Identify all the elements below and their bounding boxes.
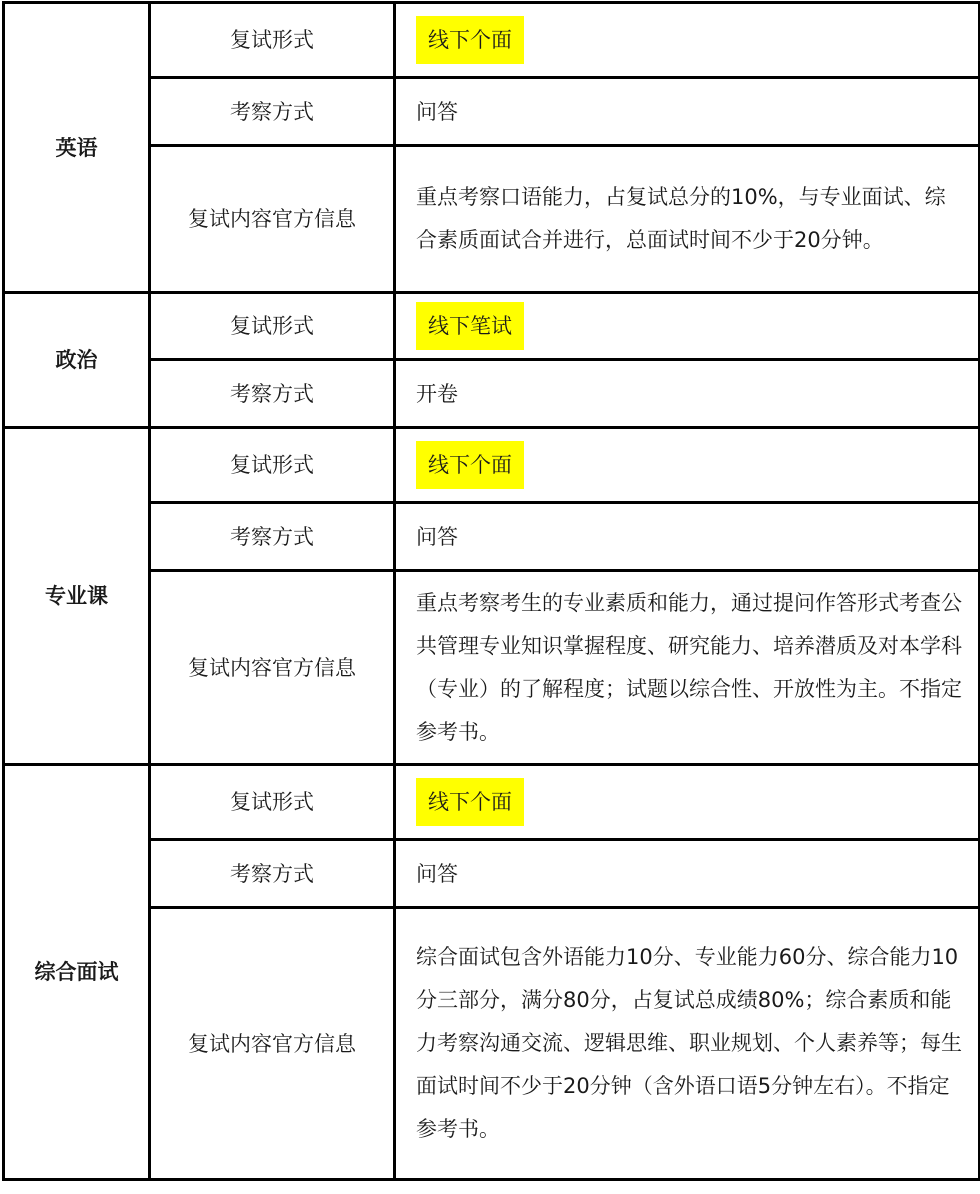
table-row (4, 428, 980, 503)
row-label: 复试形式 (150, 3, 395, 78)
row-label: 复试形式 (150, 428, 395, 503)
row-label: 复试形式 (150, 765, 395, 840)
table-row (4, 293, 980, 360)
row-value: 问答 (395, 78, 980, 146)
row-label: 考察方式 (150, 840, 395, 908)
row-value: 综合面试包含外语能力10分、专业能力60分、综合能力10分三部分，满分80分，占复试总成绩80%；综合素质和能力考察沟通交流、逻辑思维、职业规划、个人素养等；每生面试时间不少于20分钟（含外语口语5分钟左右）。不指定参考书。 (395, 908, 980, 1180)
row-value: 重点考察考生的专业素质和能力，通过提问作答形式考查公共管理专业知识掌握程度、研究能力、培养潜质及对本学科（专业）的了解程度；试题以综合性、开放性为主。不指定参考书。 (395, 571, 980, 765)
row-value: 重点考察口语能力，占复试总分的10%，与专业面试、综合素质面试合并进行，总面试时间不少于20分钟。 (395, 146, 980, 293)
row-label: 考察方式 (150, 360, 395, 428)
subject-cell-interview: 综合面试 (4, 765, 150, 1180)
row-label: 考察方式 (150, 78, 395, 146)
highlighted-value: 线下个面 (416, 441, 524, 489)
row-label: 考察方式 (150, 503, 395, 571)
table-row (4, 78, 980, 146)
table-row (4, 3, 980, 78)
row-label: 复试形式 (150, 293, 395, 360)
highlighted-value: 线下个面 (416, 16, 524, 64)
row-value: 问答 (395, 503, 980, 571)
highlighted-value: 线下个面 (416, 778, 524, 826)
subject-cell-english: 英语 (4, 3, 150, 293)
row-label: 复试内容官方信息 (150, 908, 395, 1180)
row-value (395, 765, 980, 840)
table-row (4, 503, 980, 571)
row-value (395, 3, 980, 78)
table-row (4, 908, 980, 1180)
table-row (4, 146, 980, 293)
row-label: 复试内容官方信息 (150, 571, 395, 765)
table-row (4, 571, 980, 765)
retest-info-table (2, 1, 980, 1181)
highlighted-value: 线下笔试 (416, 302, 524, 350)
row-label: 复试内容官方信息 (150, 146, 395, 293)
subject-cell-politics: 政治 (4, 293, 150, 428)
row-value (395, 293, 980, 360)
subject-cell-major: 专业课 (4, 428, 150, 765)
row-value: 问答 (395, 840, 980, 908)
table-row (4, 840, 980, 908)
table-row (4, 360, 980, 428)
row-value: 开卷 (395, 360, 980, 428)
table-row (4, 765, 980, 840)
row-value (395, 428, 980, 503)
